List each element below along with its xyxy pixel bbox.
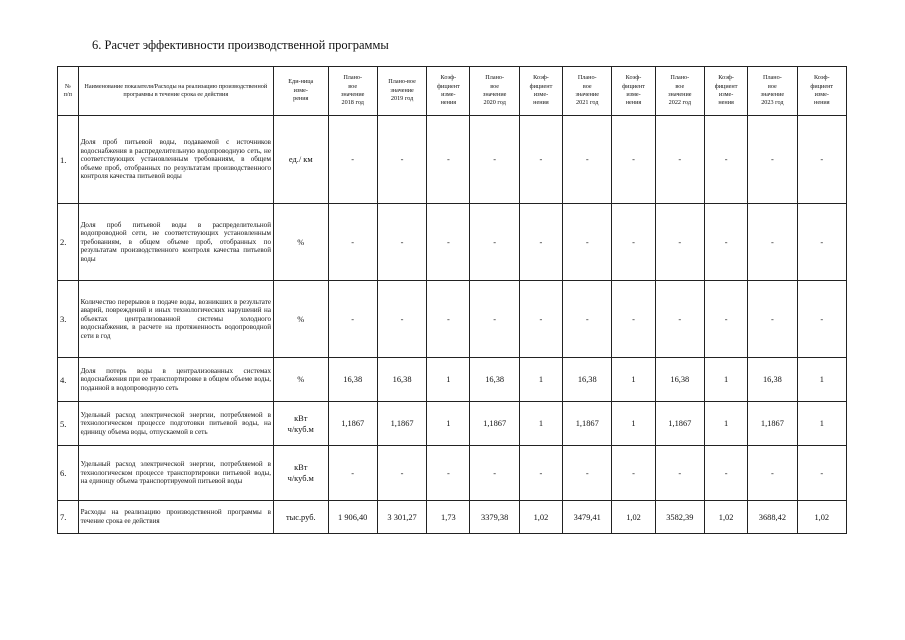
row-number: 2.: [58, 204, 79, 281]
value-cell: -: [797, 446, 846, 501]
value-cell: -: [563, 116, 612, 204]
value-cell: 16,38: [470, 358, 519, 402]
indicator-name: Доля проб питьевой воды в распределительной водопроводной сети, не соответствующих установленным требованиям, в общем объеме проб, отобранных по результатам производственного контроля качества питьевой воды: [78, 204, 273, 281]
header-cell: Коэф- фициент изме- нения: [705, 67, 748, 116]
value-cell: -: [328, 446, 377, 501]
value-cell: -: [705, 281, 748, 358]
value-cell: -: [797, 281, 846, 358]
value-cell: 1,1867: [377, 402, 426, 446]
header-cell: Коэф- фициент изме- нения: [797, 67, 846, 116]
value-cell: 1: [797, 358, 846, 402]
value-cell: 1: [612, 402, 655, 446]
value-cell: -: [470, 281, 519, 358]
table-row: [58, 204, 847, 281]
header-cell: Коэф- фициент изме- нения: [612, 67, 655, 116]
header-cell: Плано- вое значение 2023 год: [748, 67, 797, 116]
header-cell: Плано- вое значение 2021 год: [563, 67, 612, 116]
value-cell: -: [328, 116, 377, 204]
value-cell: 1,1867: [563, 402, 612, 446]
value-cell: -: [563, 446, 612, 501]
value-cell: -: [377, 446, 426, 501]
value-cell: -: [655, 281, 704, 358]
table-header-row: [58, 67, 847, 116]
value-cell: 3 301,27: [377, 501, 426, 534]
page-title: 6. Расчет эффективности производственной программы: [92, 38, 389, 52]
unit-cell: кВт ч/куб.м: [274, 446, 329, 501]
row-number: 1.: [58, 116, 79, 204]
table-row: [58, 446, 847, 501]
value-cell: -: [705, 446, 748, 501]
header-cell: Плано- вое значение 2018 год: [328, 67, 377, 116]
value-cell: 1,73: [427, 501, 470, 534]
unit-cell: тыс.руб.: [274, 501, 329, 534]
value-cell: -: [519, 204, 562, 281]
indicator-name: Расходы на реализацию производственной программы в течение срока ее действия: [78, 501, 273, 534]
header-cell: Еди-ница изме- рения: [274, 67, 329, 116]
value-cell: -: [470, 116, 519, 204]
efficiency-table: [57, 66, 847, 534]
value-cell: 3379,38: [470, 501, 519, 534]
unit-cell: %: [274, 204, 329, 281]
header-cell: Наименование показателя/Расходы на реализацию производственной программы в течение срока ее действия: [78, 67, 273, 116]
value-cell: -: [470, 446, 519, 501]
unit-cell: кВт ч/куб.м: [274, 402, 329, 446]
table-row: [58, 501, 847, 534]
value-cell: -: [519, 281, 562, 358]
header-cell: Коэф- фициент изме- нения: [427, 67, 470, 116]
value-cell: -: [655, 116, 704, 204]
value-cell: 1: [519, 402, 562, 446]
value-cell: -: [797, 204, 846, 281]
value-cell: -: [427, 281, 470, 358]
row-number: 3.: [58, 281, 79, 358]
indicator-name: Удельный расход электрической энергии, потребляемой в технологическом процессе транспортировки питьевой воды, на единицу объема транспортируемой питьевой воды: [78, 446, 273, 501]
value-cell: -: [748, 116, 797, 204]
value-cell: -: [655, 204, 704, 281]
value-cell: -: [705, 116, 748, 204]
header-cell: Плано-вое значение 2019 год: [377, 67, 426, 116]
value-cell: -: [328, 204, 377, 281]
value-cell: 1,02: [797, 501, 846, 534]
value-cell: 3688,42: [748, 501, 797, 534]
indicator-name: Количество перерывов в подаче воды, возникших в результате аварий, повреждений и иных технологических нарушений на объектах централизованной системы холодного водоснабжения, в расчете на протяженность водопроводной сети в год: [78, 281, 273, 358]
unit-cell: %: [274, 281, 329, 358]
value-cell: -: [612, 204, 655, 281]
value-cell: -: [563, 281, 612, 358]
value-cell: -: [612, 116, 655, 204]
value-cell: 1,1867: [748, 402, 797, 446]
value-cell: 1,02: [612, 501, 655, 534]
row-number: 5.: [58, 402, 79, 446]
value-cell: -: [427, 204, 470, 281]
row-number: 7.: [58, 501, 79, 534]
table-row: [58, 281, 847, 358]
value-cell: -: [328, 281, 377, 358]
value-cell: -: [612, 446, 655, 501]
value-cell: -: [748, 281, 797, 358]
value-cell: -: [519, 446, 562, 501]
value-cell: 16,38: [655, 358, 704, 402]
value-cell: -: [377, 116, 426, 204]
value-cell: -: [377, 281, 426, 358]
unit-cell: ед./ км: [274, 116, 329, 204]
value-cell: 1: [519, 358, 562, 402]
value-cell: -: [519, 116, 562, 204]
table-row: [58, 402, 847, 446]
value-cell: 1,1867: [328, 402, 377, 446]
value-cell: 1: [427, 358, 470, 402]
header-cell: Плано- вое значение 2022 год: [655, 67, 704, 116]
indicator-name: Доля проб питьевой воды, подаваемой с источников водоснабжения в распределительную водопроводную сеть, не соответствующих установленным требованиям, в общем объеме проб, отобранных по результатам производственного контроля качества питьевой воды: [78, 116, 273, 204]
value-cell: 1: [705, 358, 748, 402]
value-cell: -: [470, 204, 519, 281]
value-cell: 16,38: [748, 358, 797, 402]
table-row: [58, 358, 847, 402]
row-number: 4.: [58, 358, 79, 402]
value-cell: 1: [797, 402, 846, 446]
header-cell: Коэф- фициент изме- нения: [519, 67, 562, 116]
unit-cell: %: [274, 358, 329, 402]
value-cell: -: [377, 204, 426, 281]
value-cell: 16,38: [377, 358, 426, 402]
value-cell: -: [612, 281, 655, 358]
value-cell: -: [427, 116, 470, 204]
value-cell: 1,02: [705, 501, 748, 534]
value-cell: 1 906,40: [328, 501, 377, 534]
indicator-name: Удельный расход электрической энергии, потребляемой в технологическом процессе подготовки питьевой воды, на единицу объема воды, отпускаемой в сеть: [78, 402, 273, 446]
header-cell: № п/п: [58, 67, 79, 116]
value-cell: 1,1867: [470, 402, 519, 446]
value-cell: 1,1867: [655, 402, 704, 446]
value-cell: 1: [427, 402, 470, 446]
value-cell: 16,38: [328, 358, 377, 402]
value-cell: -: [797, 116, 846, 204]
value-cell: 3582,39: [655, 501, 704, 534]
value-cell: -: [563, 204, 612, 281]
value-cell: -: [748, 204, 797, 281]
value-cell: -: [748, 446, 797, 501]
value-cell: 3479,41: [563, 501, 612, 534]
header-cell: Плано- вое значение 2020 год: [470, 67, 519, 116]
value-cell: 1: [612, 358, 655, 402]
table-row: [58, 116, 847, 204]
indicator-name: Доля потерь воды в централизованных системах водоснабжения при ее транспортировке в общем объеме воды, поданной в водопроводную сеть: [78, 358, 273, 402]
row-number: 6.: [58, 446, 79, 501]
value-cell: -: [705, 204, 748, 281]
value-cell: -: [427, 446, 470, 501]
value-cell: 16,38: [563, 358, 612, 402]
value-cell: 1: [705, 402, 748, 446]
value-cell: 1,02: [519, 501, 562, 534]
value-cell: -: [655, 446, 704, 501]
